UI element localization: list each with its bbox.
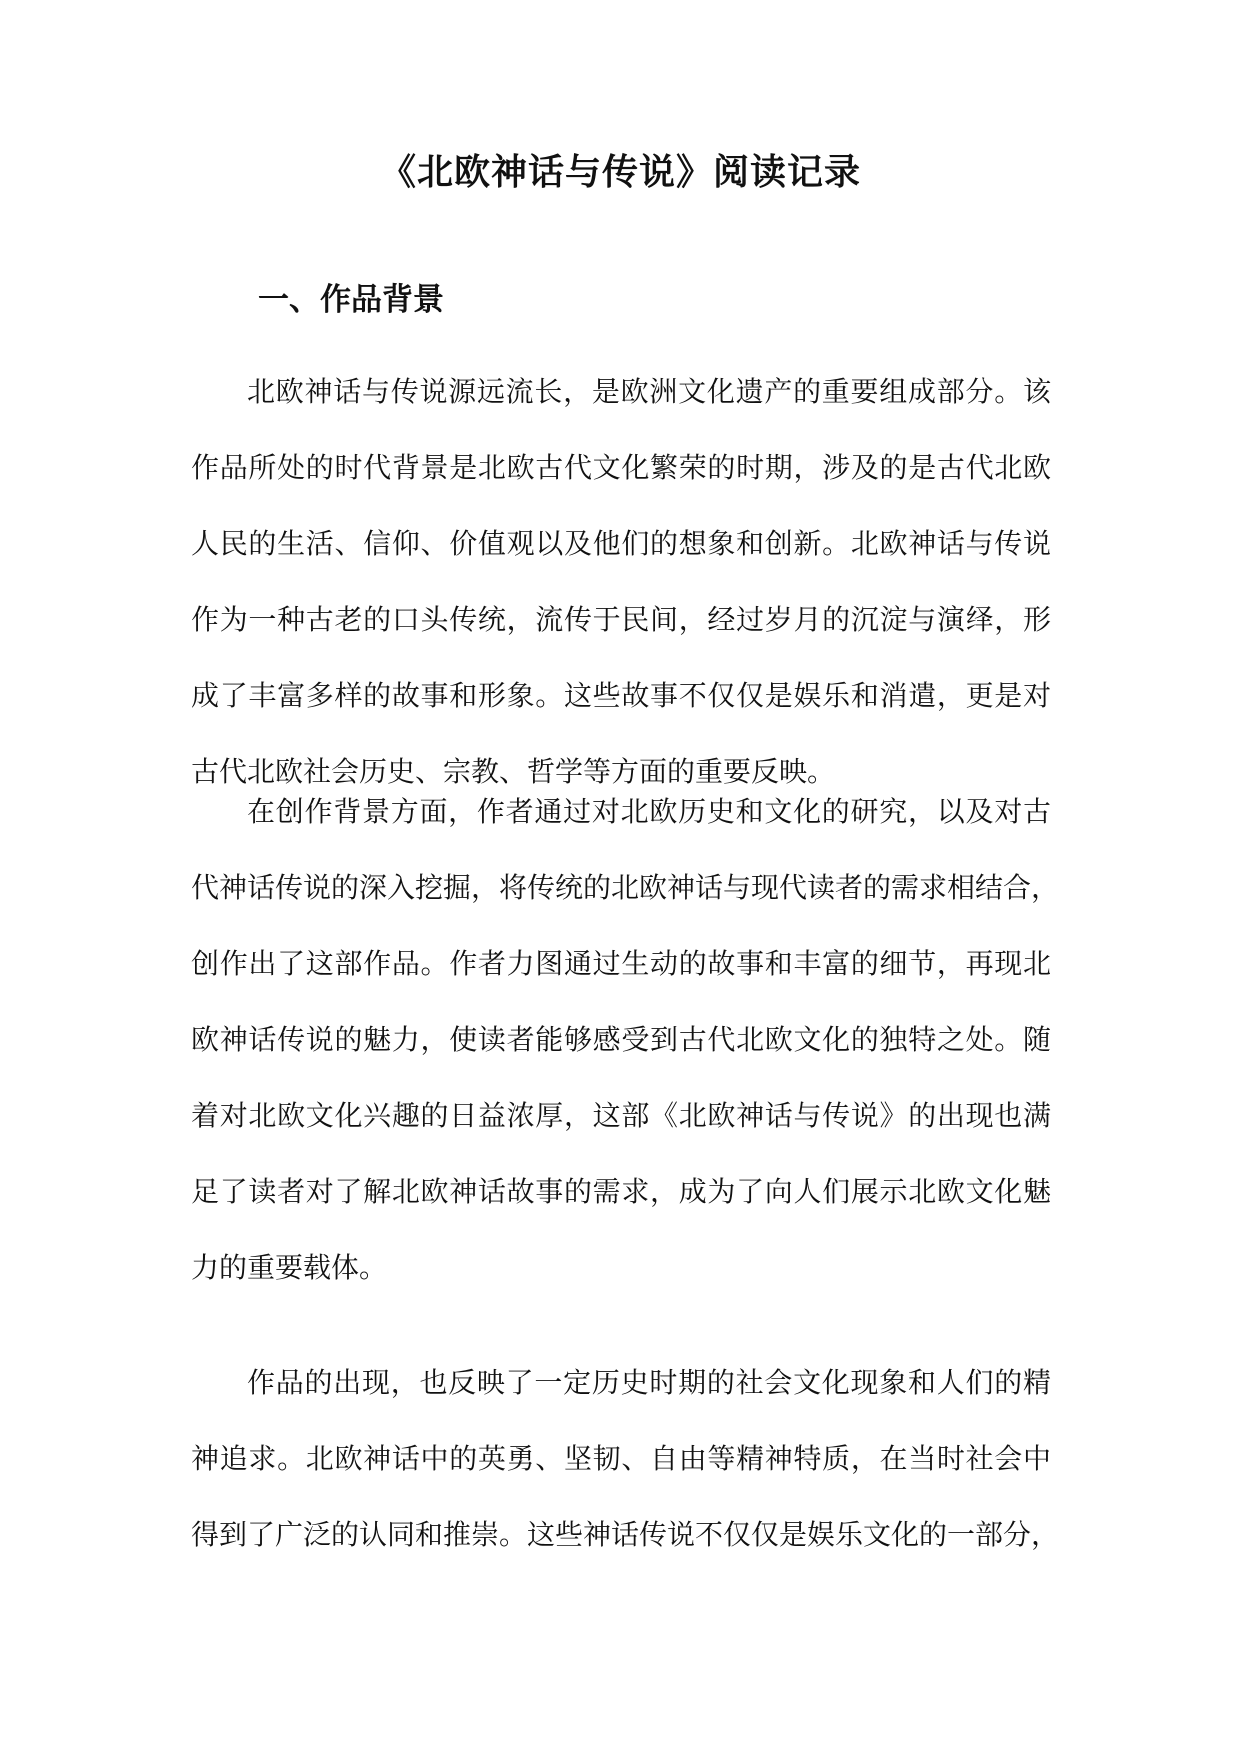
paragraph-line: 得到了广泛的认同和推崇。这些神话传说不仅仅是娱乐文化的一部分， [191,1518,1060,1551]
paragraph-line: 作品所处的时代背景是北欧古代文化繁荣的时期，涉及的是古代北欧 [191,451,1051,484]
paragraph-2 [191,774,1060,1306]
paragraph-line: 创作出了这部作品。作者力图通过生动的故事和丰富的细节，再现北 [191,947,1051,980]
paragraph-line: 着对北欧文化兴趣的日益浓厚，这部《北欧神话与传说》的出现也满 [191,1099,1051,1132]
paragraph-3 [191,1345,1060,1573]
paragraph-line: 代神话传说的深入挖掘，将传统的北欧神话与现代读者的需求相结合， [191,871,1060,904]
section-heading: 一、作品背景 [258,282,444,318]
paragraph-line: 作为一种古老的口头传统，流传于民间，经过岁月的沉淀与演绎，形 [191,603,1051,636]
paragraph-line: 神追求。北欧神话中的英勇、坚韧、自由等精神特质，在当时社会中 [191,1442,1051,1475]
paragraph-line: 古代北欧社会历史、宗教、哲学等方面的重要反映。 [191,755,836,788]
paragraph-line: 作品的出现，也反映了一定历史时期的社会文化现象和人们的精 [247,1366,1051,1399]
paragraph-line: 欧神话传说的魅力，使读者能够感受到古代北欧文化的独特之处。随 [191,1023,1051,1056]
paragraph-line: 力的重要载体。 [191,1251,388,1284]
paragraph-line: 人民的生活、信仰、价值观以及他们的想象和创新。北欧神话与传说 [191,527,1051,560]
paragraph-line: 北欧神话与传说源远流长，是欧洲文化遗产的重要组成部分。该 [247,375,1051,408]
paragraph-line: 足了读者对了解北欧神话故事的需求，成为了向人们展示北欧文化魅 [191,1175,1051,1208]
paragraph-1 [191,354,1051,810]
paragraph-line: 成了丰富多样的故事和形象。这些故事不仅仅是娱乐和消遣，更是对 [191,679,1051,712]
paragraph-line: 在创作背景方面，作者通过对北欧历史和文化的研究，以及对古 [247,795,1051,828]
document-title: 《北欧神话与传说》阅读记录 [379,152,861,193]
